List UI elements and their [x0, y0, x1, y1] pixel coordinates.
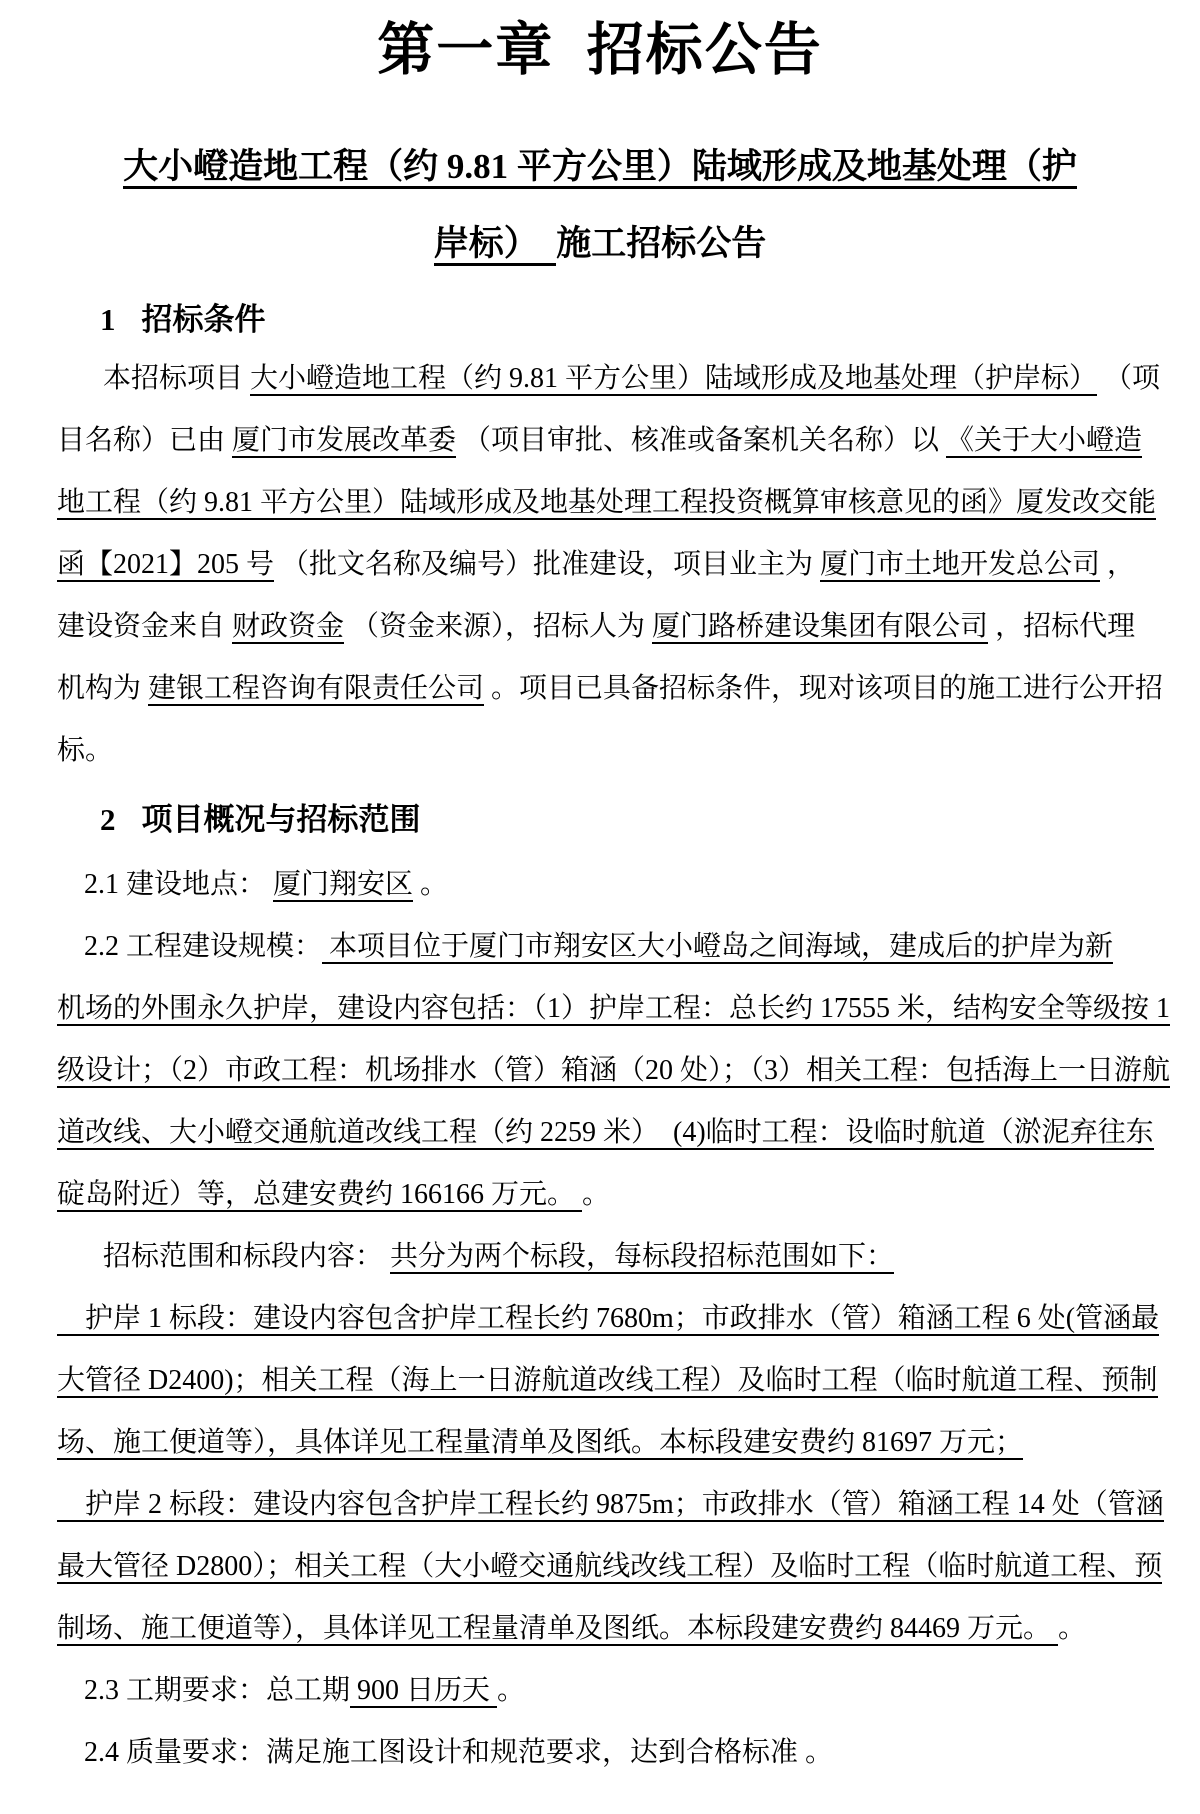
underlined-field: 大小嶝造地工程（约 9.81 平方公里）陆域形成及地基处理（护岸标） [250, 363, 1098, 394]
subtitle-line [57, 128, 1143, 205]
underlined-field: 《关于大小嶝造 [946, 425, 1143, 456]
section-title: 招标条件 [141, 302, 266, 337]
text-segment: （批文名称及编号）批准建设，项目业主为 [274, 549, 821, 580]
body-line [57, 978, 1171, 1040]
section-body [57, 348, 1164, 782]
underlined-field: 900 日历天 [350, 1675, 498, 1706]
underlined-field: 碇岛附近）等，总建安费约 166166 万元。 [57, 1179, 583, 1210]
text-segment: 。 [582, 1179, 611, 1210]
section-title: 项目概况与招标范围 [141, 802, 421, 837]
text-segment: 目名称）已由 [57, 425, 233, 456]
body-line [57, 1536, 1163, 1598]
body-line [57, 472, 1157, 534]
text-segment: （项 [1097, 363, 1161, 394]
body-line [57, 658, 1164, 720]
underlined-field: 厦门市发展改革委 [232, 425, 457, 456]
underlined-field: 级设计；（2）市政工程：机场排水（管）箱涵（20 处）；（3）相关工程：包括海上一日游航 [57, 1055, 1171, 1086]
underlined-field: 厦门翔安区 [273, 869, 414, 900]
body-line [57, 1722, 1143, 1784]
body-line [57, 1474, 1164, 1536]
text-segment: 。 [1058, 1613, 1087, 1644]
text-segment: 。项目已具备招标条件，现对该项目的施工进行公开招 [484, 673, 1164, 704]
body-line [57, 596, 1143, 658]
text-segment: ， [1100, 549, 1136, 580]
underlined-field: 护岸 2 标段：建设内容包含护岸工程长约 9875m；市政排水（管）箱涵工程 14 处（管涵 [57, 1489, 1164, 1520]
body-line [57, 854, 1143, 916]
text-segment: 标。 [57, 735, 114, 766]
body-line [57, 1598, 1143, 1660]
text-segment: 2.1 建设地点： [84, 869, 274, 900]
underlined-field: 本项目位于厦门市翔安区大小嶝岛之间海域，建成后的护岸为新 [322, 931, 1114, 962]
underlined-field: 大小嶝造地工程（约 9.81 平方公里）陆域形成及地基处理（护 [123, 147, 1077, 189]
text-segment: 机构为 [57, 673, 149, 704]
subtitle-line [57, 205, 1143, 282]
underlined-field: 厦门市土地开发总公司 [820, 549, 1101, 580]
body-line [57, 410, 1143, 472]
text-segment: 2.4 质量要求：满足施工图设计和规范要求，达到合格标准 。 [84, 1737, 834, 1768]
underlined-field: 最大管径 D2800）；相关工程（大小嶝交通航线改线工程）及临时工程（临时航道工程、预 [57, 1551, 1163, 1582]
underlined-field: 函【2021】205 号 [57, 549, 275, 580]
text-segment: 施工招标公告 [556, 224, 767, 263]
body-line [57, 1288, 1160, 1350]
text-segment: 。 [497, 1675, 526, 1706]
underlined-field: 护岸 1 标段：建设内容包含护岸工程长约 7680m；市政排水（管）箱涵工程 6 处(管涵最 [57, 1303, 1160, 1334]
text-segment: 招标范围和标段内容： [103, 1241, 391, 1272]
document-page [0, 14, 1200, 1814]
section-heading [57, 298, 1143, 342]
body-line [57, 1350, 1158, 1412]
text-segment: （资金来源），招标人为 [344, 611, 653, 642]
document-body [57, 298, 1171, 1784]
body-line [57, 1660, 1143, 1722]
underlined-field: 建银工程咨询有限责任公司 [148, 673, 485, 704]
underlined-field: 制场、施工便道等），具体详见工程量清单及图纸。本标段建安费约 84469 万元。 [57, 1613, 1059, 1644]
body-line [57, 348, 1161, 410]
underlined-field: 财政资金 [232, 611, 345, 642]
body-line [57, 1226, 1143, 1288]
text-segment: ，招标代理 [988, 611, 1136, 642]
section-number: 2 [100, 802, 116, 837]
underlined-field: 道改线、大小嶝交通航道改线工程（约 2259 米） (4)临时工程：设临时航道（淤泥弃往东 [57, 1117, 1154, 1148]
text-segment: （项目审批、核准或备案机关名称）以 [456, 425, 947, 456]
underlined-field: 大管径 D2400)；相关工程（海上一日游航道改线工程）及临时工程（临时航道工程、预制 [57, 1365, 1158, 1396]
underlined-field: 机场的外围永久护岸，建设内容包括：（1）护岸工程：总长约 17555 米，结构安全等级按 1 [57, 993, 1171, 1024]
body-line [57, 916, 1143, 978]
body-line [57, 1040, 1171, 1102]
text-segment: 建设资金来自 [57, 611, 233, 642]
project-subtitle [57, 128, 1143, 282]
chapter-title: 第一章 招标公告 [377, 19, 823, 82]
text-segment: 本招标项目 [103, 363, 251, 394]
text-segment: 2.2 工程建设规模： [84, 931, 323, 962]
underlined-field: 地工程（约 9.81 平方公里）陆域形成及地基处理工程投资概算审核意见的函》厦发改交能 [57, 487, 1157, 518]
section-body [57, 854, 1171, 1784]
body-line [57, 1102, 1154, 1164]
underlined-field: 场、施工便道等），具体详见工程量清单及图纸。本标段建安费约 81697 万元； [57, 1427, 1024, 1458]
body-line [57, 534, 1143, 596]
body-line [57, 1412, 1143, 1474]
text-segment: 。 [413, 869, 449, 900]
body-line [57, 1164, 1143, 1226]
body-line [57, 720, 1143, 782]
underlined-field: 共分为两个标段，每标段招标范围如下： [390, 1241, 895, 1272]
section-heading [57, 798, 1143, 842]
text-segment: 2.3 工期要求：总工期 [84, 1675, 351, 1706]
underlined-field: 岸标） [434, 224, 557, 266]
underlined-field: 厦门路桥建设集团有限公司 [652, 611, 989, 642]
section-number: 1 [100, 302, 116, 337]
